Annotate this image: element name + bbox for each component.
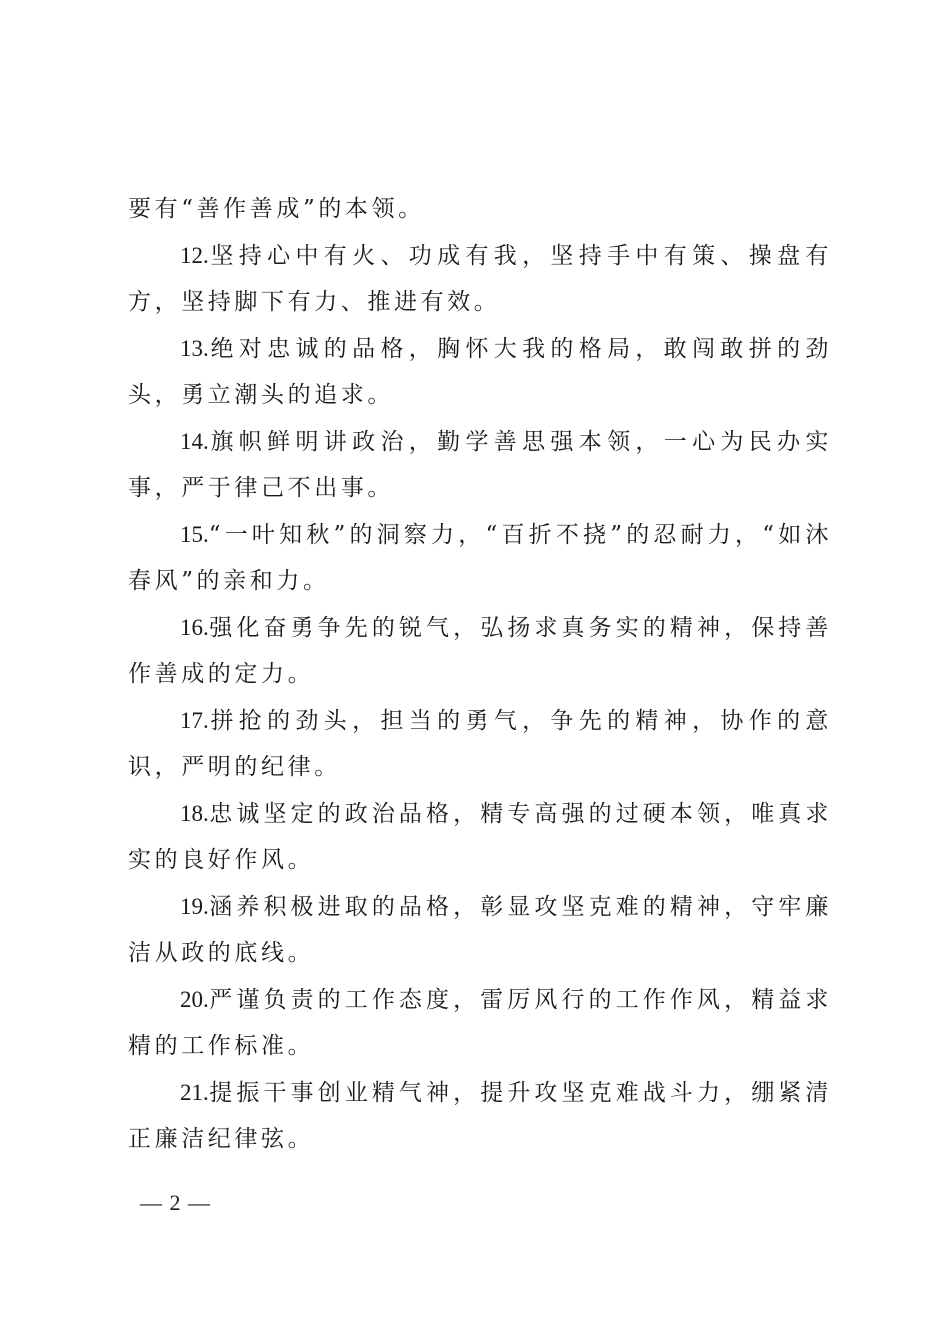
item-text: 坚持心中有火、功成有我，坚持手中有策、操盘有方，坚持脚下有力、推进有效。 bbox=[128, 242, 832, 315]
item-text: 涵养积极进取的品格，彰显攻坚克难的精神，守牢廉洁从政的底线。 bbox=[128, 893, 832, 966]
list-item-21 bbox=[128, 1070, 832, 1163]
item-number: 12. bbox=[180, 242, 209, 268]
item-text: 拼抢的劲头，担当的勇气，争先的精神，协作的意识，严明的纪律。 bbox=[128, 707, 832, 780]
paragraph-text: 要有“善作善成”的本领。 bbox=[128, 196, 425, 222]
list-item-12 bbox=[128, 233, 832, 326]
item-text: “一叶知秋”的洞察力，“百折不挠”的忍耐力，“如沐春风”的亲和力。 bbox=[128, 521, 832, 594]
item-text: 严谨负责的工作态度，雷厉风行的工作作风，精益求精的工作标准。 bbox=[128, 986, 832, 1059]
item-number: 20. bbox=[180, 986, 209, 1012]
item-text: 忠诚坚定的政治品格，精专高强的过硬本领，唯真求实的良好作风。 bbox=[128, 800, 832, 873]
item-number: 21. bbox=[180, 1079, 209, 1105]
item-number: 16. bbox=[180, 614, 209, 640]
item-number: 15. bbox=[180, 521, 209, 547]
body-text bbox=[128, 186, 832, 1163]
item-text: 旗帜鲜明讲政治，勤学善思强本领，一心为民办实事，严于律己不出事。 bbox=[128, 428, 832, 501]
item-text: 提振干事创业精气神，提升攻坚克难战斗力，绷紧清正廉洁纪律弦。 bbox=[128, 1079, 832, 1152]
list-item-16 bbox=[128, 605, 832, 698]
paragraph-continuation bbox=[128, 186, 832, 233]
list-item-14 bbox=[128, 419, 832, 512]
item-text: 绝对忠诚的品格，胸怀大我的格局，敢闯敢拼的劲头，勇立潮头的追求。 bbox=[128, 335, 832, 408]
item-number: 18. bbox=[180, 800, 209, 826]
item-number: 19. bbox=[180, 893, 209, 919]
list-item-19 bbox=[128, 884, 832, 977]
item-number: 17. bbox=[180, 707, 209, 733]
list-item-17 bbox=[128, 698, 832, 791]
list-item-18 bbox=[128, 791, 832, 884]
list-item-13 bbox=[128, 326, 832, 419]
item-text: 强化奋勇争先的锐气，弘扬求真务实的精神，保持善作善成的定力。 bbox=[128, 614, 832, 687]
page-number: — 2 — bbox=[140, 1190, 211, 1215]
item-number: 14. bbox=[180, 428, 209, 454]
list-item-20 bbox=[128, 977, 832, 1070]
list-item-15 bbox=[128, 512, 832, 605]
item-number: 13. bbox=[180, 335, 209, 361]
